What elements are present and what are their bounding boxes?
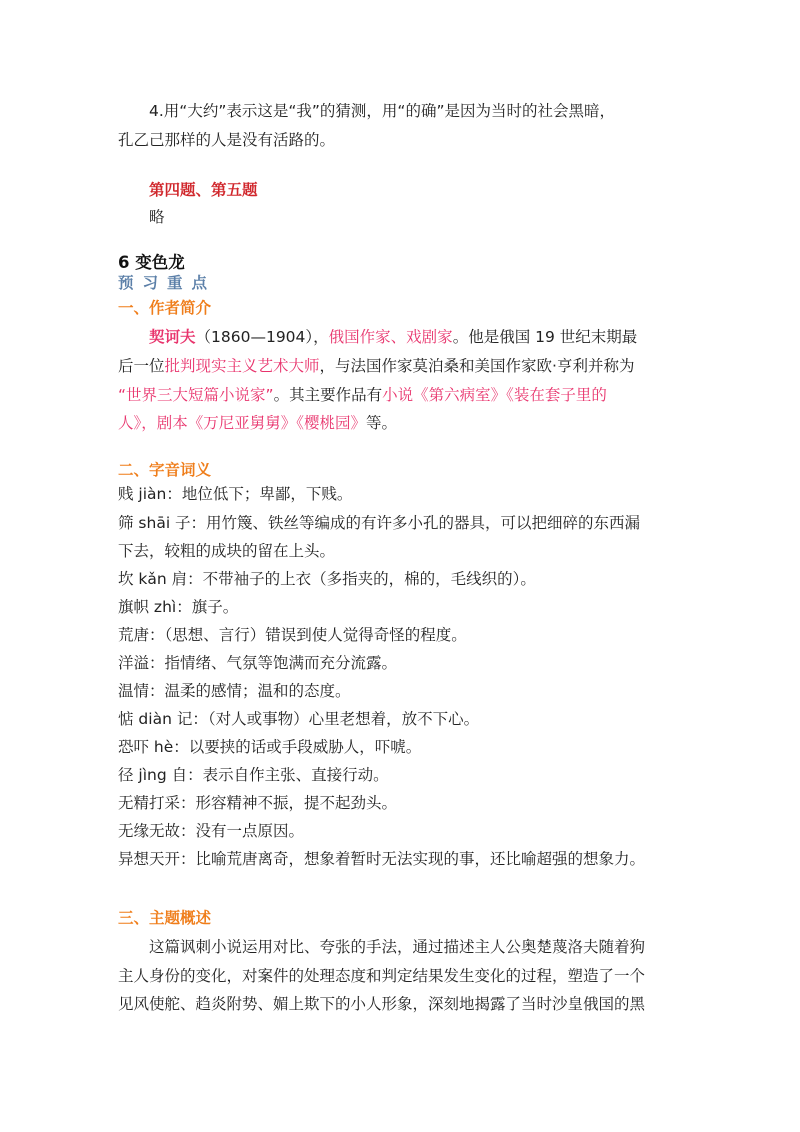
author-master: 批判现实主义艺术大师 (164, 357, 320, 375)
vocab-entry: 径 jìng 自：表示自作主张、直接行动。 (118, 766, 389, 784)
vocab-entry: 异想天开：比喻荒唐离奇，想象着暂时无法实现的事，还比喻超强的想象力。 (118, 850, 646, 868)
vocab-entry: 下去，较粗的成块的留在上头。 (118, 542, 336, 560)
author-text2: 后一位 (118, 357, 165, 375)
vocab-entry: 荒唐：（思想、言行）错误到使人觉得奇怪的程度。 (118, 626, 467, 644)
vocab-entry: 温情：温柔的感情；温和的态度。 (118, 682, 351, 700)
author-title-phrase: “世界三大短篇小说家” (118, 386, 274, 404)
author-works1: 小说《第六病室》《装在套子里的 (382, 386, 607, 404)
vocab-entry: 洋溢：指情绪、气氛等饱满而充分流露。 (118, 654, 398, 672)
author-para-line4 (118, 413, 688, 433)
section2-heading: 二、字音词义 (118, 461, 212, 479)
q4-answer-line1: 4.用“大约”表示这是“我”的猜测，用“的确”是因为当时的社会黑暗， (149, 102, 615, 120)
q4-answer-line2: 孔乙己那样的人是没有活路的。 (118, 131, 336, 149)
author-text1: 。他是俄国 19 世纪末期最 (452, 328, 638, 346)
author-name: 契诃夫 (149, 328, 196, 346)
theme-line: 这篇讽刺小说运用对比、夸张的手法，通过描述主人公奥楚蔑洛夫随着狗 (149, 938, 646, 956)
section1-heading: 一、作者简介 (118, 299, 212, 317)
vocab-entry: 无精打采：形容精神不振，提不起劲头。 (118, 794, 398, 812)
lesson-subtitle: 预习重点 (118, 274, 217, 292)
section3-heading: 三、主题概述 (118, 909, 212, 927)
author-text6: 等。 (366, 414, 398, 432)
author-text5: 。其主要作品有 (273, 386, 383, 404)
author-para-line3 (118, 385, 688, 405)
vocab-entry: 贱 jiàn：地位低下；卑鄙，下贱。 (118, 485, 353, 503)
author-text3: ，与法国作家莫泊桑和美国作家欧·亨利并称为 (319, 357, 635, 375)
q45-heading: 第四题、第五题 (149, 181, 258, 199)
theme-line: 主人身份的变化，对案件的处理态度和判定结果发生变化的过程，塑造了一个 (118, 967, 646, 985)
author-para-line1 (149, 327, 689, 347)
vocab-entry: 无缘无故：没有一点原因。 (118, 822, 305, 840)
vocab-entry: 坎 kǎn 肩：不带袖子的上衣（多指夹的，棉的，毛线织的）。 (118, 570, 536, 588)
author-identity: 俄国作家、戏剧家 (328, 328, 453, 346)
author-para-line2 (118, 356, 688, 376)
vocab-entry: 惦 diàn 记：（对人或事物）心里老想着，放不下心。 (118, 710, 480, 728)
q45-text: 略 (149, 208, 165, 226)
vocab-entry: 恐吓 hè：以要挟的话或手段威胁人，吓唬。 (118, 738, 422, 756)
theme-line: 见风使舵、趋炎附势、媚上欺下的小人形象，深刻地揭露了当时沙皇俄国的黑 (118, 995, 646, 1013)
vocab-entry: 筛 shāi 子：用竹篾、铁丝等编成的有许多小孔的器具，可以把细碎的东西漏 (118, 514, 641, 532)
vocab-entry: 旗帜 zhì：旗子。 (118, 598, 239, 616)
author-works2: 人》，剧本《万尼亚舅舅》《樱桃园》 (118, 414, 367, 432)
author-years: （1860—1904）， (195, 328, 329, 346)
lesson-title: 6 变色龙 (118, 253, 185, 272)
